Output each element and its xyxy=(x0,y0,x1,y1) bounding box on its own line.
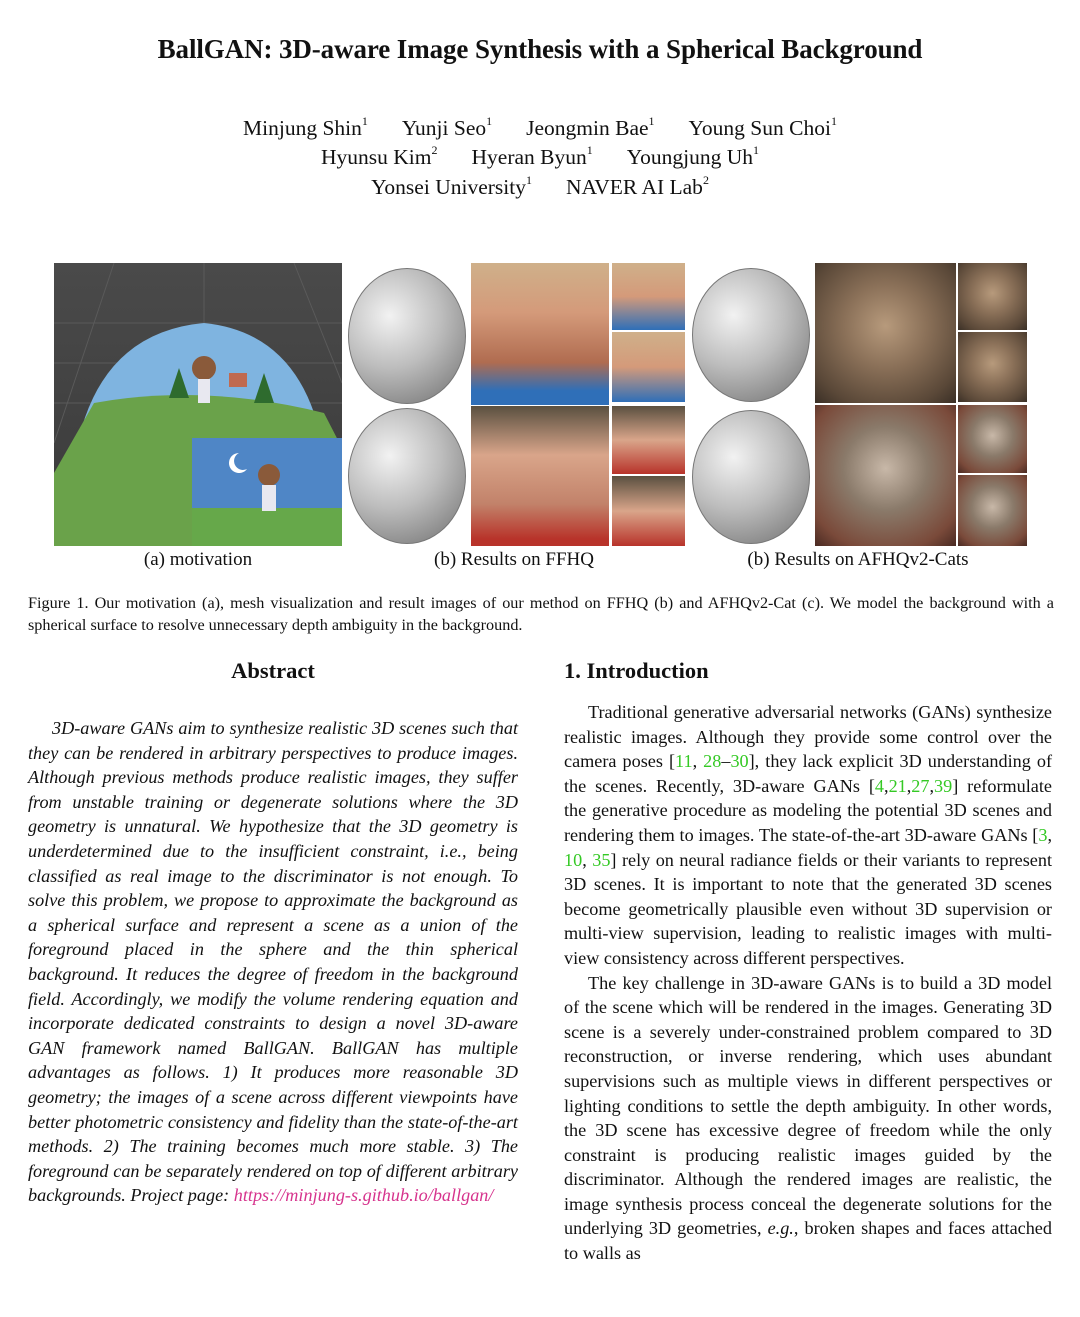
cat-mesh-1 xyxy=(692,268,810,402)
ffhq-face-large-1 xyxy=(471,263,609,405)
citation-link[interactable]: 39 xyxy=(934,775,953,796)
cat-image-small-2 xyxy=(958,332,1027,402)
cat-image-small-3 xyxy=(958,405,1027,473)
citation-link[interactable]: 35 xyxy=(592,849,611,870)
citation-link[interactable]: 27 xyxy=(911,775,930,796)
author-name: Youngjung Uh$^1$ xyxy=(626,143,759,169)
affiliations xyxy=(0,175,1080,200)
project-page-link[interactable]: https://minjung-s.github.io/ballgan/ xyxy=(233,1185,494,1206)
paper-title: BallGAN: 3D-aware Image Synthesis with a Spherical Background xyxy=(157,34,923,64)
intro-paragraph-2: The key challenge in 3D-aware GANs is to build a 3D model of the scene which will be rendered in the images. Generating 3D scene is a severely under-constrained problem compared to 3D reconstruction, or inverse rendering, which uses abundant supervisions such as multiple views in different perspectives or lighting conditions to settle the depth ambiguity. In other words, the 3D scene has excessive degree of freedom while the only constraint is producing realistic images guided by the discriminator. Although the rendered images are realistic, the image synthesis process conceal the degenerate solutions for the underlying 3D geometries, e.g., broken shapes and faces attached to walls as xyxy=(564,972,1052,1264)
author-name: Yunji Seo$^1$ xyxy=(401,114,493,140)
citation-link[interactable]: 21 xyxy=(888,775,907,796)
citation-link[interactable]: 28 xyxy=(703,751,722,772)
authors-line-2 xyxy=(0,145,1080,170)
affiliation: Yonsei University$^1$ xyxy=(371,173,532,199)
abstract-paragraph: 3D-aware GANs aim to synthesize realistic 3D scenes such that they can be rendered in arbitrary perspectives to produce images. Although previous methods produce realistic images, they suffer from unstable training or degenerate solutions where the 3D geometry is unnatural. We hypothesize that the 3D geometry is underdetermined due to the insufficient constraint, i.e., being classified as real image to the discriminator is not enough. To solve this problem, we propose to approximate the background as a spherical surface and represent a scene as a union of the foreground placed in the sphere and the thin spherical background. It reduces the degree of freedom in the background field. Accordingly, we modify the volume rendering equation and incorporate dedicated constraints to design a novel 3D-aware GAN framework named BallGAN. BallGAN has multiple advantages as follows. 1) It produces more reasonable 3D geometry; the images of a scene across different viewpoints have better photometric consistency and fidelity than the state-of-the-art methods. 2) The training becomes much more stable. 3) The foreground can be separately rendered on top of different arbitrary backgrounds. xyxy=(28,718,518,1206)
motivation-image xyxy=(54,263,342,546)
author-name: Young Sun Choi$^1$ xyxy=(688,114,837,140)
authors-line-1 xyxy=(0,116,1080,141)
ffhq-face-small-1 xyxy=(612,263,685,330)
cat-image-small-1 xyxy=(958,263,1027,330)
abstract-body xyxy=(28,716,518,1208)
cat-image-small-4 xyxy=(958,475,1027,546)
ffhq-face-small-4 xyxy=(612,476,685,546)
motivation-scene-illustration xyxy=(54,263,342,546)
citation-link[interactable]: 10 xyxy=(564,849,583,870)
author-name: Hyunsu Kim$^2$ xyxy=(321,143,438,169)
figure-caption: Figure 1. Our motivation (a), mesh visualization and result images of our method on FFHQ (b) and AFHQv2-Cat (c). We model the background with a spherical surface to resolve unnecessary depth ambiguity in the background. xyxy=(28,594,1054,634)
ffhq-mesh-1 xyxy=(348,268,466,404)
cat-image-large-2 xyxy=(815,405,956,546)
ffhq-face-large-2 xyxy=(471,406,609,546)
ffhq-mesh-2 xyxy=(348,408,466,544)
ffhq-face-small-2 xyxy=(612,332,685,402)
cat-image-large-1 xyxy=(815,263,956,403)
abstract-heading: Abstract xyxy=(231,658,315,683)
intro-body xyxy=(564,700,1052,1266)
citation-link[interactable]: 30 xyxy=(730,751,749,772)
intro-heading: 1. Introduction xyxy=(564,658,709,683)
project-page-label: Project page: xyxy=(130,1185,230,1206)
subcaption-c: (b) Results on AFHQv2-Cats xyxy=(747,549,969,570)
citation-link[interactable]: 3 xyxy=(1038,824,1048,845)
subcaption-b: (b) Results on FFHQ xyxy=(434,549,594,570)
affiliation: NAVER AI Lab$^2$ xyxy=(565,173,709,199)
cat-mesh-2 xyxy=(692,410,810,544)
author-name: Hyeran Byun$^1$ xyxy=(471,143,593,169)
author-name: Minjung Shin$^1$ xyxy=(243,114,368,140)
subcaption-a: (a) motivation xyxy=(143,549,253,570)
intro-paragraph-1: Traditional generative adversarial networks (GANs) synthesize realistic images. Although they provide some control over the camera poses [11, 28–30], they lack explicit 3D understanding of the scenes. Recently, 3D-aware GANs [4,21,27,39] reformulate the generative procedure as modeling the potential 3D scenes and rendering them to images. The state-of-the-art 3D-aware GANs [3, 10, 35] rely on neural radiance fields or their variants to represent 3D scenes. It is important to note that the generated 3D scenes become geometrically plausible even without 3D supervision or multi-view supervision, leading to realistic images with multi-view consistency across different perspectives. xyxy=(564,702,1053,968)
author-name: Jeongmin Bae$^1$ xyxy=(526,114,655,140)
citation-link[interactable]: 11 xyxy=(675,751,693,772)
ffhq-face-small-3 xyxy=(612,406,685,474)
citation-link[interactable]: 4 xyxy=(874,775,885,796)
